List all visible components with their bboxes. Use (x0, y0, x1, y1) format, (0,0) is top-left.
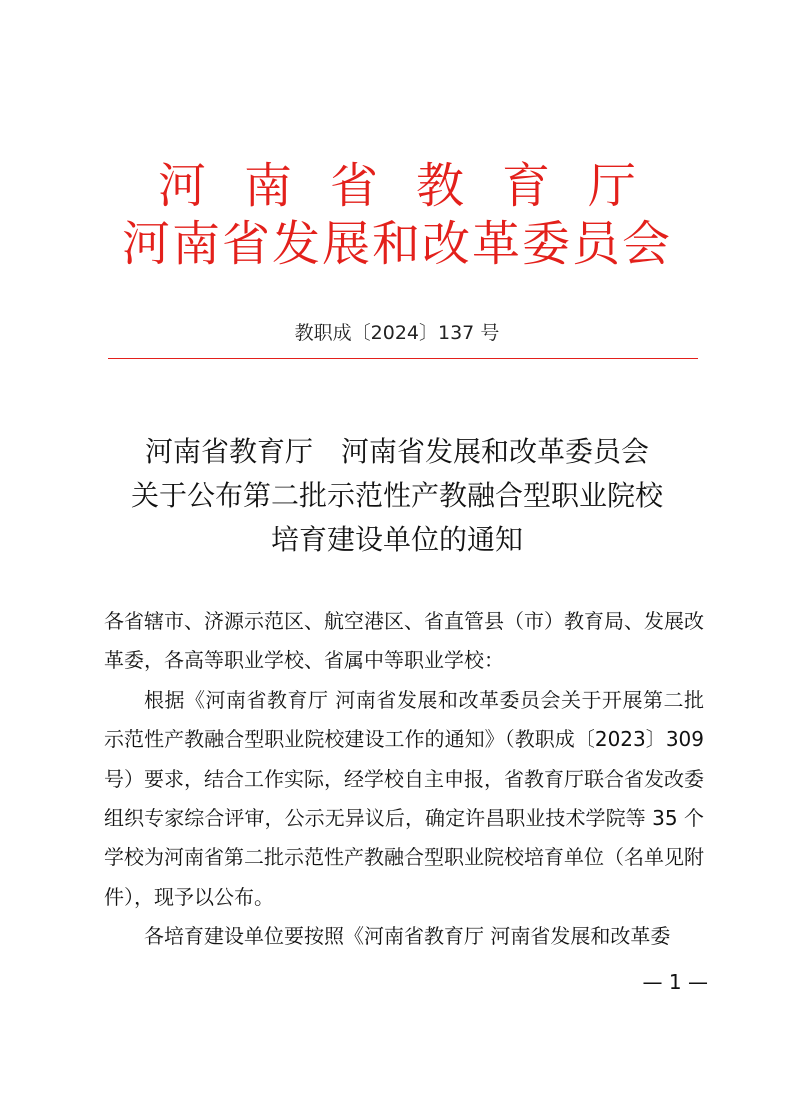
document-title-line-3: 培育建设单位的通知 (270, 523, 523, 556)
document-body (104, 602, 704, 957)
red-divider-line (108, 358, 698, 359)
document-number: 教职成〔2024〕137 号 (294, 322, 500, 344)
issuing-agency-development-reform-commission: 河南省发展和改革委员会 (121, 216, 672, 272)
issuing-agency-education-department: 河南省教育厅 (157, 158, 674, 214)
document-title-line-2: 关于公布第二批示范性产教融合型职业院校 (130, 479, 663, 512)
salutation: 各省辖市、济源示范区、航空港区、省直管县（市）教育局、发展改革委，各高等职业学校、省属中等职业学校： (104, 609, 704, 673)
document-title-line-1: 河南省教育厅 河南省发展和改革委员会 (144, 435, 649, 468)
body-paragraph-2: 各培育建设单位要按照《河南省教育厅 河南省发展和改革委 (144, 924, 671, 949)
page-number: — 1 — (642, 970, 708, 994)
body-paragraph-1: 根据《河南省教育厅 河南省发展和改革委员会关于开展第二批示范性产教融合型职业院校建设工作的通知》（教职成〔2023〕309 号）要求，结合工作实际，经学校自主申报，省教育厅联合省发改委组织专家综合评审，公示无异议后，确定许昌职业技术学院等 35 个学校为河南省第二批示范性产教融合型职业院校培育单位（名单见附件），现予以公布。 (104, 687, 704, 909)
